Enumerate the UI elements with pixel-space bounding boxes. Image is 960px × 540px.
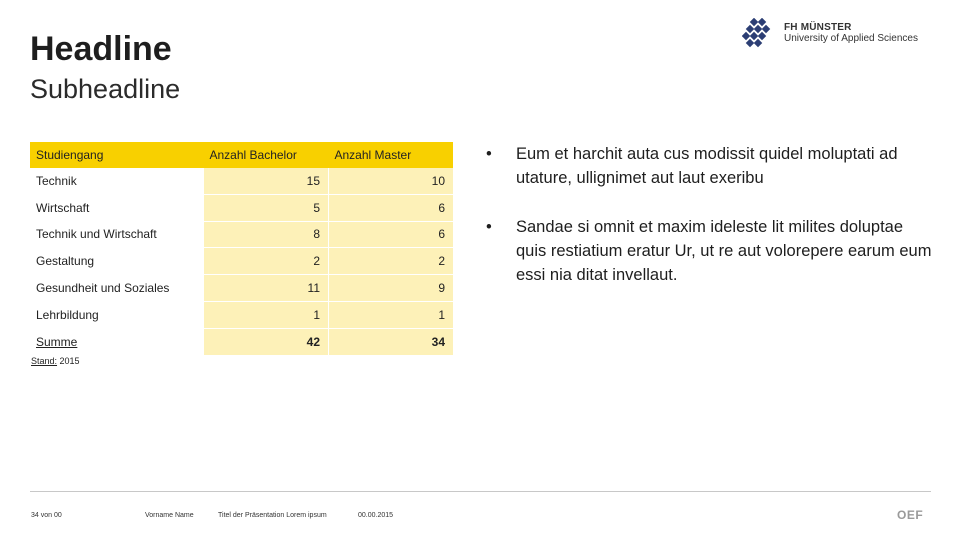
row-name: Technik und Wirtschaft bbox=[30, 221, 204, 248]
row-master: 9 bbox=[329, 275, 454, 302]
row-name: Lehrbildung bbox=[30, 301, 204, 328]
table-row bbox=[30, 221, 453, 248]
row-name: Gestaltung bbox=[30, 248, 204, 275]
footer-brand-logo: OEF bbox=[897, 508, 924, 522]
slide-headline: Headline bbox=[30, 30, 172, 68]
fh-muenster-logo-icon bbox=[742, 18, 772, 48]
table-row bbox=[30, 301, 453, 328]
fh-muenster-logo bbox=[742, 18, 932, 52]
bullet-text: Sandae si omnit et maxim ideleste lit milites doluptae quis restiatium eratur Ur, ut re aut volorepere earum eum essi nia ditat invellaut. bbox=[516, 218, 932, 284]
footer-title: Titel der Präsentation Lorem ipsum bbox=[218, 512, 327, 519]
table-sum-row bbox=[30, 328, 453, 355]
bullet-list bbox=[486, 142, 936, 312]
sum-bachelor: 42 bbox=[204, 328, 329, 355]
row-master: 2 bbox=[329, 248, 454, 275]
bullet-item bbox=[486, 142, 936, 190]
row-name: Wirtschaft bbox=[30, 194, 204, 221]
footer-author: Vorname Name bbox=[145, 512, 194, 519]
logo-line-2: University of Applied Sciences bbox=[784, 33, 918, 44]
row-master: 10 bbox=[329, 168, 454, 194]
logo-line-1: FH MÜNSTER bbox=[784, 22, 852, 33]
bullet-dot-icon: • bbox=[486, 145, 492, 163]
bullet-dot-icon: • bbox=[486, 218, 492, 236]
table-row bbox=[30, 275, 453, 302]
row-master: 6 bbox=[329, 221, 454, 248]
row-bachelor: 11 bbox=[204, 275, 329, 302]
table-row bbox=[30, 194, 453, 221]
row-name: Gesundheit und Soziales bbox=[30, 275, 204, 302]
slide-subheadline: Subheadline bbox=[30, 74, 181, 104]
footer-page-number: 34 von 00 bbox=[31, 512, 62, 519]
row-bachelor: 5 bbox=[204, 194, 329, 221]
table-row bbox=[30, 168, 453, 194]
bullet-item bbox=[486, 215, 936, 287]
header-master: Anzahl Master bbox=[329, 142, 454, 168]
footer-divider bbox=[30, 491, 931, 492]
stand-note bbox=[31, 356, 80, 366]
footer-date: 00.00.2015 bbox=[358, 512, 394, 519]
bullet-text: Eum et harchit auta cus modissit quidel moluptati ad utature, ullignimet aut laut exeribu bbox=[516, 145, 898, 187]
row-name: Technik bbox=[30, 168, 204, 194]
table-row bbox=[30, 248, 453, 275]
row-bachelor: 15 bbox=[204, 168, 329, 194]
sum-master: 34 bbox=[329, 328, 454, 355]
table-header-row bbox=[30, 142, 453, 168]
row-master: 6 bbox=[329, 194, 454, 221]
row-bachelor: 2 bbox=[204, 248, 329, 275]
logo-text bbox=[784, 22, 918, 44]
sum-label: Summe bbox=[30, 328, 204, 355]
row-bachelor: 8 bbox=[204, 221, 329, 248]
header-studiengang: Studiengang bbox=[30, 142, 204, 168]
row-master: 1 bbox=[329, 301, 454, 328]
row-bachelor: 1 bbox=[204, 301, 329, 328]
stand-key: Stand: bbox=[31, 356, 58, 366]
header-bachelor: Anzahl Bachelor bbox=[204, 142, 329, 168]
study-program-table bbox=[30, 142, 453, 356]
stand-value: 2015 bbox=[57, 356, 80, 366]
